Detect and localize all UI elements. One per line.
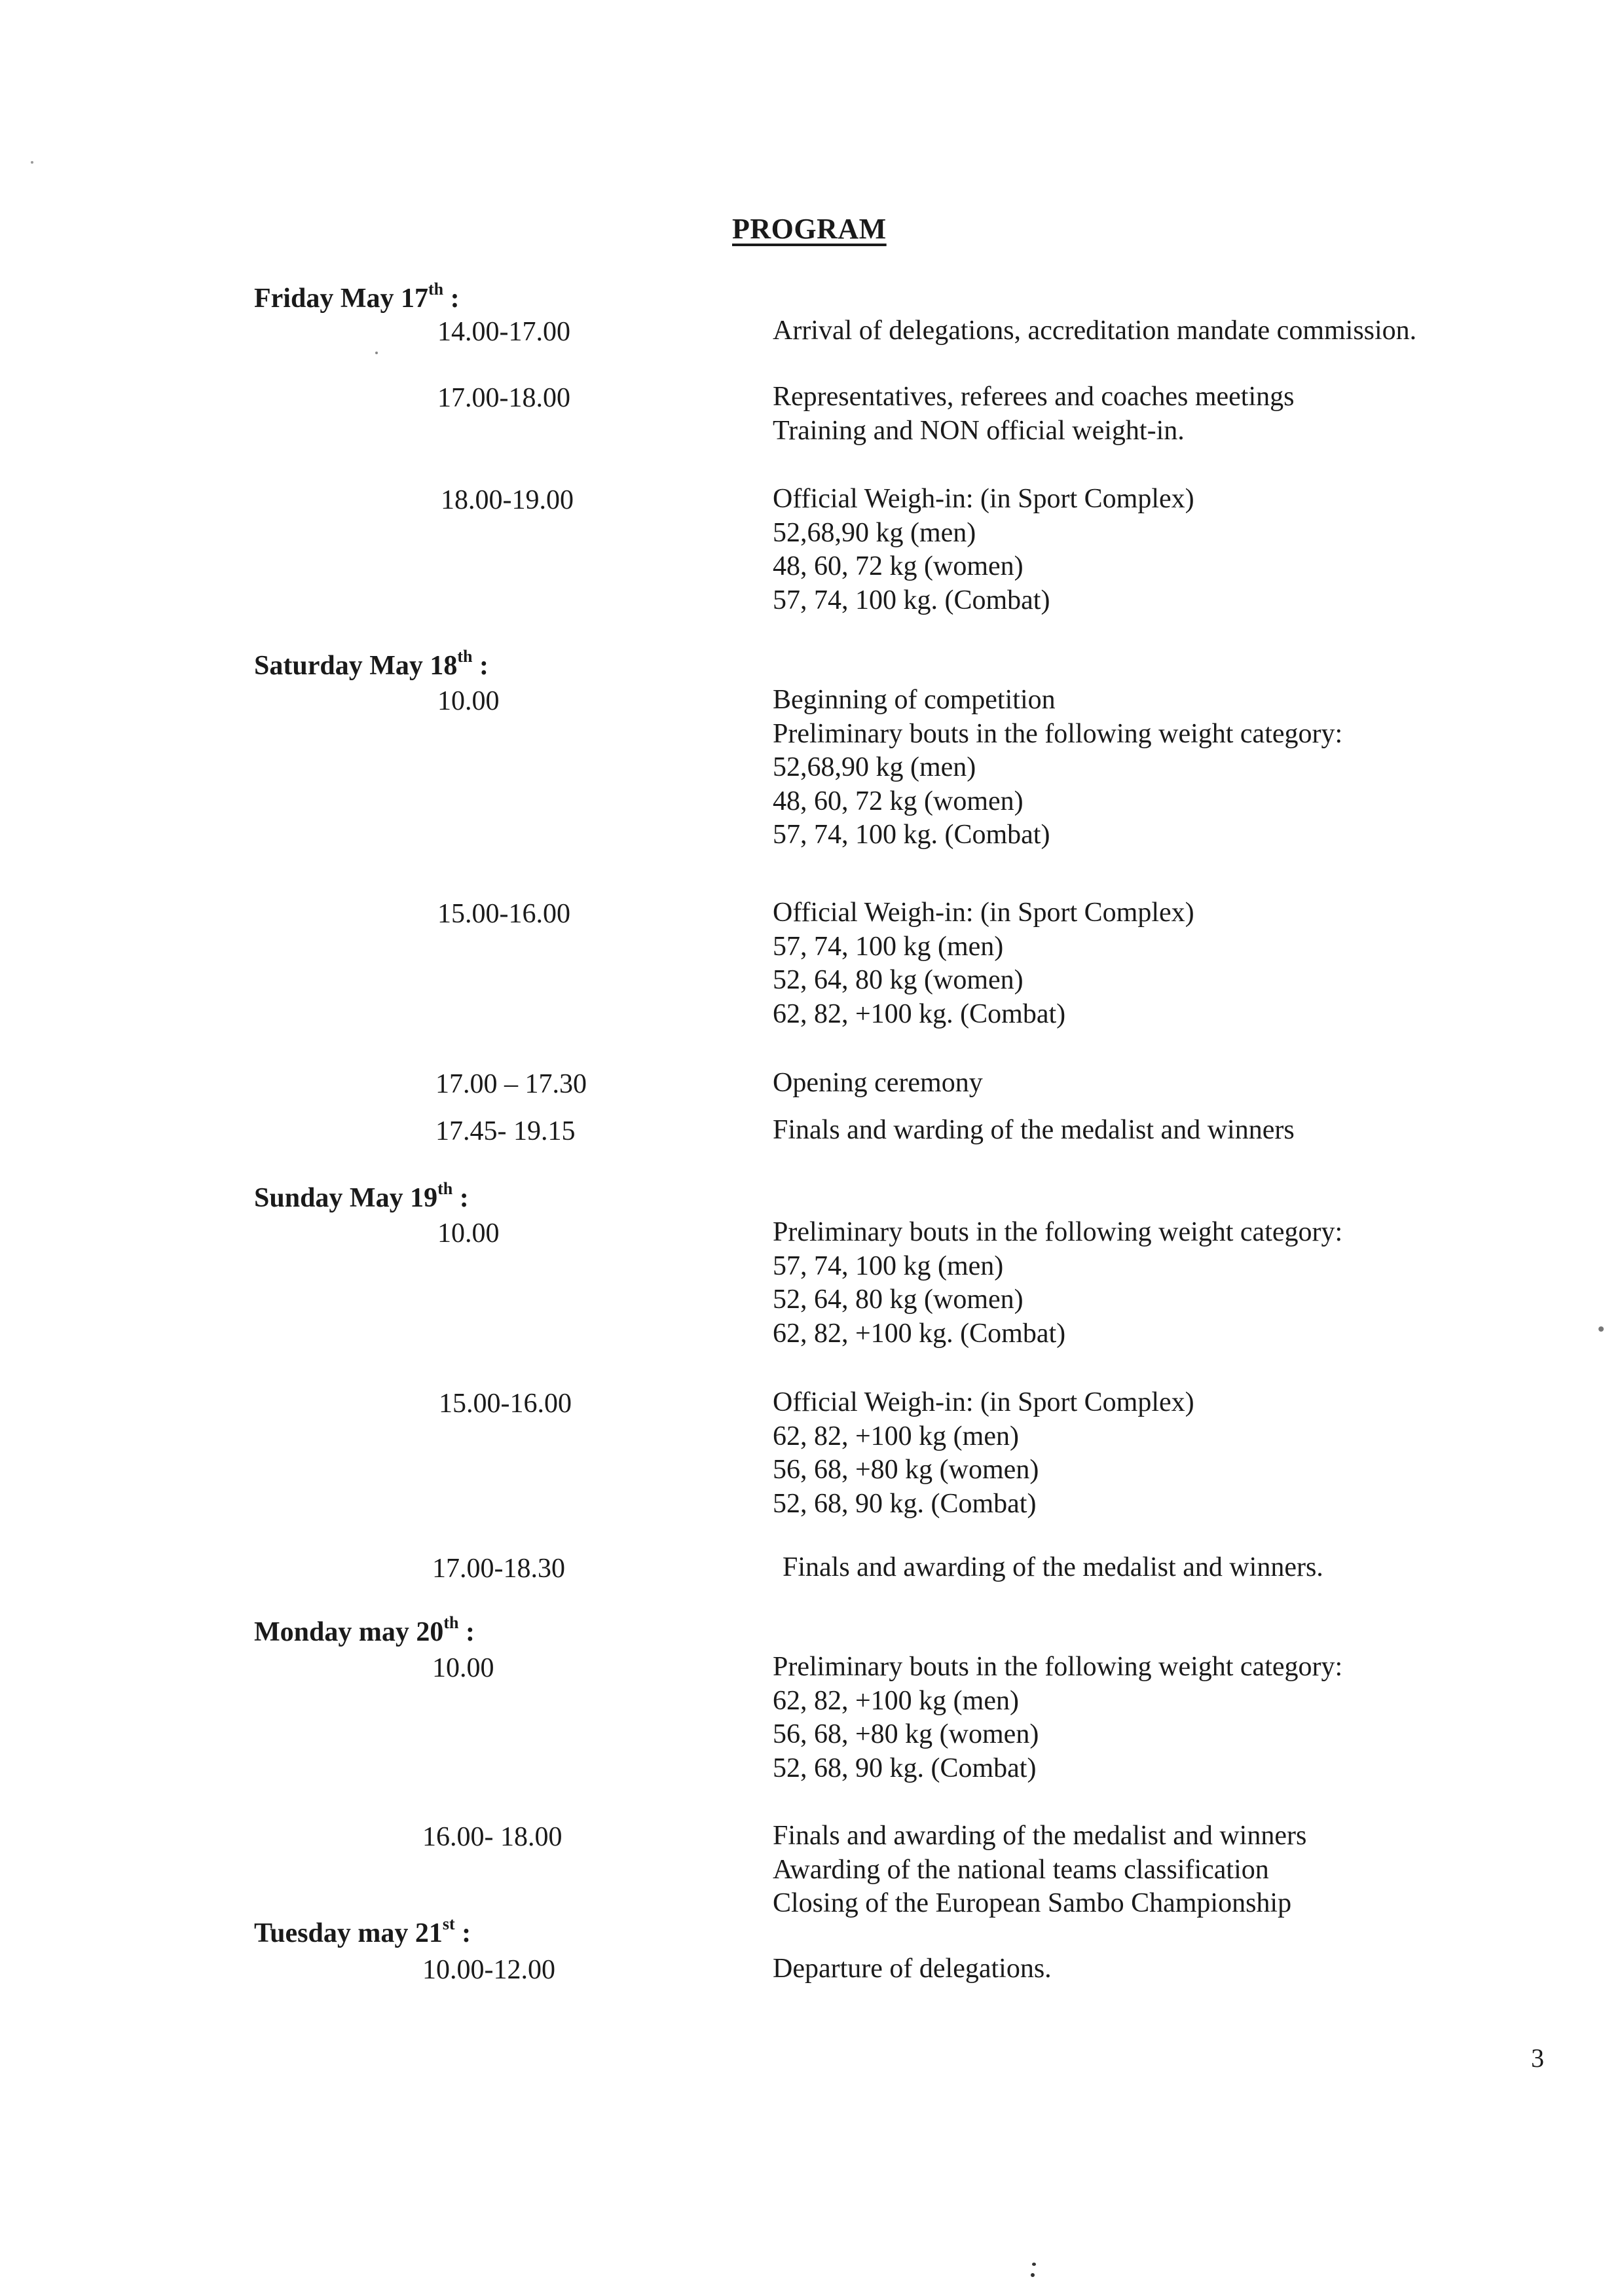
description-line: 62, 82, +100 kg (men) xyxy=(773,1421,1019,1451)
description-line: Arrival of delegations, accreditation mandate commission. xyxy=(773,316,1417,346)
page-number: 3 xyxy=(1531,2043,1544,2073)
session-description xyxy=(773,683,1342,852)
day-name: Tuesday may 21 xyxy=(254,1918,443,1948)
description-line: 56, 68, +80 kg (women) xyxy=(773,1455,1039,1485)
session-description xyxy=(773,1386,1194,1521)
session-time: 17.00-18.00 xyxy=(437,383,570,413)
session-description xyxy=(773,380,1294,448)
session-description xyxy=(773,314,1416,348)
session-description xyxy=(773,1650,1342,1785)
scan-speck xyxy=(1032,2263,1036,2266)
description-line: Departure of delegations. xyxy=(773,1954,1052,1984)
description-line: 57, 74, 100 kg (men) xyxy=(773,1250,1004,1281)
description-line: Closing of the European Sambo Championship xyxy=(773,1888,1292,1918)
day-heading-friday: Friday May 17th : xyxy=(254,280,460,314)
session-time: 17.45- 19.15 xyxy=(435,1116,576,1146)
day-name: Friday May 17 xyxy=(254,283,428,314)
session-time: 17.00-18.30 xyxy=(432,1554,565,1584)
day-heading-tuesday: Tuesday may 21st : xyxy=(254,1914,471,1948)
session-description xyxy=(773,896,1194,1031)
session-description xyxy=(773,1216,1342,1351)
description-line: 52, 68, 90 kg. (Combat) xyxy=(773,1488,1037,1519)
scan-speck xyxy=(1598,1326,1604,1332)
description-line: 62, 82, +100 kg. (Combat) xyxy=(773,1318,1066,1349)
day-ordinal-suffix: st xyxy=(442,1914,455,1933)
description-line: Awarding of the national teams classification xyxy=(773,1854,1269,1885)
description-line: Preliminary bouts in the following weight category: xyxy=(773,1217,1343,1247)
session-time: 17.00 – 17.30 xyxy=(435,1069,587,1099)
session-time: 15.00-16.00 xyxy=(439,1389,572,1419)
description-line: 56, 68, +80 kg (women) xyxy=(773,1719,1039,1749)
description-line: 57, 74, 100 kg. (Combat) xyxy=(773,585,1050,615)
description-line: 52,68,90 kg (men) xyxy=(773,517,976,548)
description-line: 57, 74, 100 kg. (Combat) xyxy=(773,820,1050,850)
day-name: Monday may 20 xyxy=(254,1617,444,1647)
description-line: Representatives, referees and coaches meetings xyxy=(773,382,1295,412)
description-line: 62, 82, +100 kg. (Combat) xyxy=(773,998,1066,1029)
day-heading-monday: Monday may 20th : xyxy=(254,1613,475,1647)
day-ordinal-suffix: th xyxy=(437,1179,453,1198)
description-line: 48, 60, 72 kg (women) xyxy=(773,786,1024,816)
description-line: Beginning of competition xyxy=(773,685,1056,715)
session-description xyxy=(783,1551,1323,1585)
description-line: Preliminary bouts in the following weight category: xyxy=(773,1652,1343,1682)
session-description xyxy=(773,1952,1052,1986)
description-line: 52, 68, 90 kg. (Combat) xyxy=(773,1753,1037,1783)
session-time: 15.00-16.00 xyxy=(437,899,570,929)
session-description xyxy=(773,483,1194,617)
session-time: 10.00 xyxy=(432,1653,494,1683)
day-ordinal-suffix: th xyxy=(428,280,444,299)
description-line: 52, 64, 80 kg (women) xyxy=(773,965,1024,995)
scan-speck xyxy=(375,352,378,354)
description-line: Finals and warding of the medalist and winners xyxy=(773,1115,1295,1145)
description-line: 48, 60, 72 kg (women) xyxy=(773,551,1024,581)
description-line: Official Weigh-in: (in Sport Complex) xyxy=(773,1387,1194,1417)
day-ordinal-suffix: th xyxy=(457,647,473,666)
session-time: 10.00-12.00 xyxy=(422,1955,555,1985)
session-description xyxy=(773,1066,983,1101)
scan-speck xyxy=(1031,2273,1035,2277)
day-ordinal-suffix: th xyxy=(443,1613,459,1632)
description-line: 57, 74, 100 kg (men) xyxy=(773,931,1004,962)
day-name: Saturday May 18 xyxy=(254,651,458,681)
day-name: Sunday May 19 xyxy=(254,1183,438,1213)
day-heading-saturday: Saturday May 18th : xyxy=(254,647,489,681)
scan-speck xyxy=(31,161,33,164)
description-line: Opening ceremony xyxy=(773,1068,983,1098)
session-time: 18.00-19.00 xyxy=(441,485,574,515)
session-description xyxy=(773,1114,1295,1148)
description-line: 52,68,90 kg (men) xyxy=(773,752,976,782)
description-line: Official Weigh-in: (in Sport Complex) xyxy=(773,484,1194,514)
session-description xyxy=(773,1819,1306,1921)
description-line: Training and NON official weight-in. xyxy=(773,415,1185,446)
description-line: 62, 82, +100 kg (men) xyxy=(773,1685,1019,1716)
description-line: Official Weigh-in: (in Sport Complex) xyxy=(773,898,1194,928)
description-line: Preliminary bouts in the following weight category: xyxy=(773,718,1343,749)
session-time: 10.00 xyxy=(437,1218,500,1248)
description-line: Finals and awarding of the medalist and winners. xyxy=(783,1552,1323,1582)
session-time: 16.00- 18.00 xyxy=(422,1822,563,1852)
description-line: 52, 64, 80 kg (women) xyxy=(773,1285,1024,1315)
session-time: 10.00 xyxy=(437,686,500,716)
day-heading-sunday: Sunday May 19th : xyxy=(254,1179,469,1213)
page-title: PROGRAM xyxy=(732,213,887,245)
description-line: Finals and awarding of the medalist and winners xyxy=(773,1821,1307,1851)
session-time: 14.00-17.00 xyxy=(437,317,570,347)
